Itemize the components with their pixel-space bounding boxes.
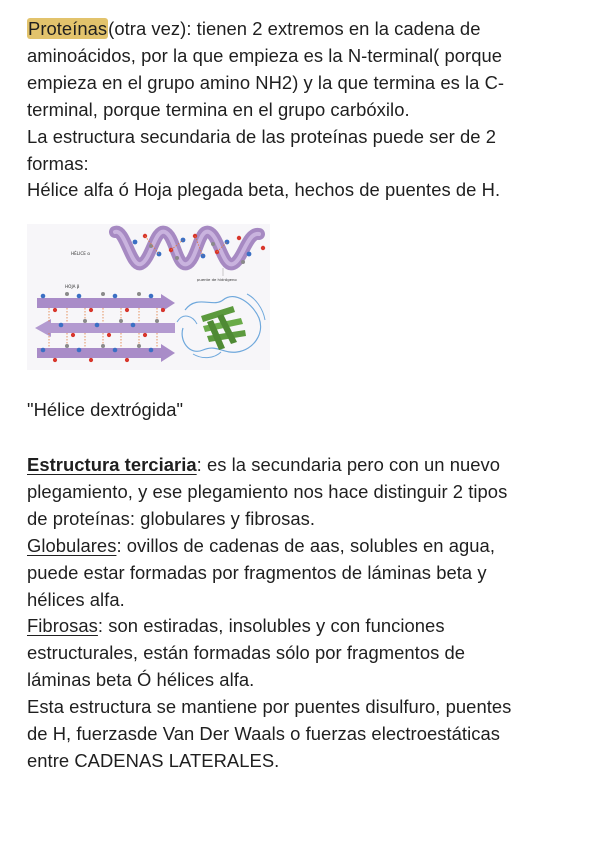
line: entre CADENAS LATERALES. [27,749,280,771]
line: formas: [27,152,89,174]
caption-text: "Hélice dextrógida" [27,399,184,420]
line: Esta estructura se mantiene por puentes disulfuro, puentes [27,696,512,718]
helix-label: HÉLICE α [71,251,91,256]
term-fibrous: Fibrosas [27,615,98,637]
line: La estructura secundaria de las proteínas puede ser de 2 [27,125,496,147]
line: Fibrosas: son estiradas, insolubles y con funciones [27,615,445,637]
term-globular: Globulares [27,534,117,556]
paragraph-tertiary-structure [27,452,587,775]
line: Estructura terciaria: es la secundaria pero con un nuevo [27,454,501,475]
line: de H, fuerzasde Van Der Waals o fuerzas electroestáticas [27,723,500,745]
paragraph-proteins [27,16,587,204]
line: empieza en el grupo amino NH2) y la que termina es la C- [27,71,505,93]
line: terminal, porque termina en el grupo carbóxilo. [27,98,410,120]
hydrogen-bond-label: puente de hidrógeno [197,277,237,282]
sheet-label: HOJA β [65,284,80,289]
line: Proteínas(otra vez): tienen 2 extremos en la cadena de [28,18,481,39]
line: de proteínas: globulares y fibrosas. [27,507,316,529]
line: hélices alfa. [27,588,125,610]
line: estructurales, están formadas sólo por fragmentos de [27,642,466,664]
line: láminas beta Ó hélices alfa. [27,669,255,691]
secondary-structure-figure [27,224,270,370]
line: puede estar formadas por fragmentos de láminas beta y [27,561,487,583]
line: aminoácidos, por la que empieza es la N-terminal( porque [27,44,503,66]
line: Hélice alfa ó Hoja plegada beta, hechos de puentes de H. [27,179,501,201]
term-tertiary-structure: Estructura terciaria [27,454,197,475]
line: Globulares: ovillos de cadenas de aas, solubles en agua, [27,534,495,556]
line: plegamiento, y ese plegamiento nos hace distinguir 2 tipos [27,480,508,502]
beta-sheet-strands [35,292,175,362]
highlighted-term: Proteínas [28,18,108,39]
caption [27,397,587,424]
